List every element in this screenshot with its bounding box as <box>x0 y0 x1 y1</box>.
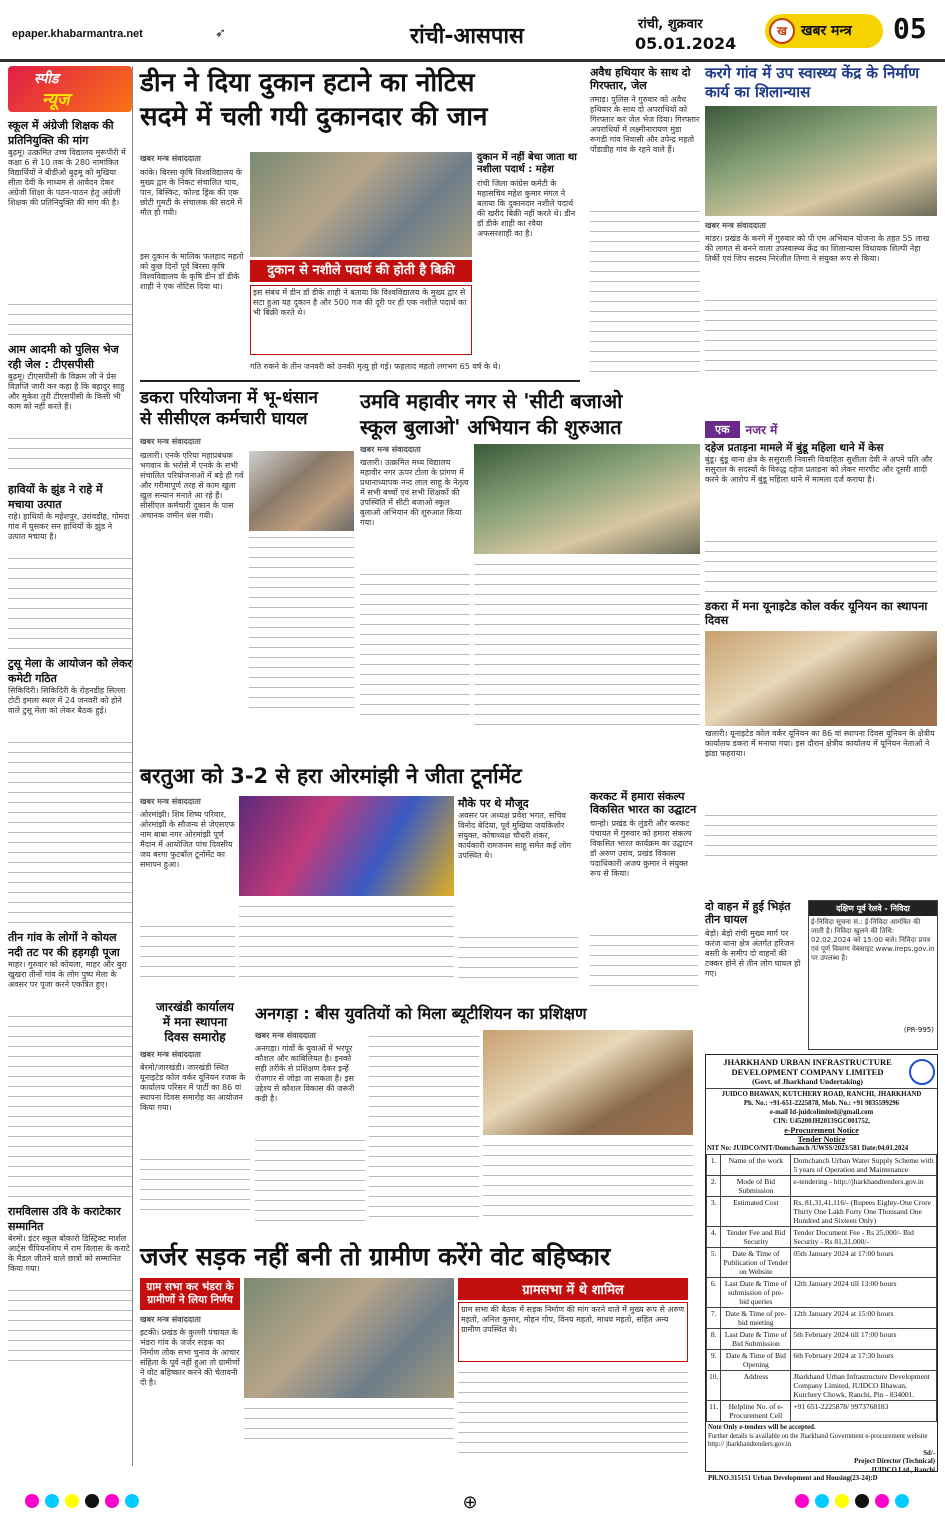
text-filler <box>369 1030 479 1220</box>
angara-story <box>255 1003 695 1238</box>
tender-row-value: 05th January 2024 at 17:00 hours <box>791 1248 937 1278</box>
whistle-text: खलारी। उत्क्रमित मध्य विद्यालय महावीर नगर ऊपर टोला के प्रांगण में प्रधानाध्यापक नन्द लाल साहू के नेतृत्व में सभी बच्चों एवं सभी शिक्षकों की उपस्थिति में सीटी बजाओ स्कूल बुलाओ अभियान की शुरुआत किया गया। <box>360 458 469 527</box>
tender-row-label: Date & Time of pre-bid meeting <box>721 1308 791 1329</box>
lead-text-col1 <box>140 153 245 383</box>
tender-row-label: Estimated Cost <box>721 1197 791 1227</box>
tender-row-number: 10. <box>707 1371 721 1401</box>
tender-email: e-mail Id-juidcolimited@gmail.com <box>769 1109 874 1116</box>
print-registration-marks <box>25 1492 915 1512</box>
header-city-day: रांची, शुक्रवार <box>638 17 703 32</box>
text-filler <box>458 931 578 981</box>
tender-row-number: 1. <box>707 1155 721 1176</box>
boycott-sidebar-title: ग्रामसभा में थे शामिल <box>458 1278 688 1300</box>
lead-sidebar <box>477 152 577 357</box>
nazar-item-text: खलारी। यूनाइटेड कोल वर्कर यूनियन का 86 वां स्थापना दिवस यूनियन के क्षेत्रीय कार्यालय डकरा में मनाया गया। इस दौरान क्षेत्रीय कार्यालय में यूनियन नेताओं ने झंडा फहराया। <box>705 729 935 758</box>
tender-notice-sub: Tender Notice <box>797 1135 846 1144</box>
pointer-icon: ➶ <box>215 26 226 41</box>
text-filler <box>590 929 698 989</box>
trophy-photo <box>239 796 454 896</box>
tender-cin: CIN: U45200JH2013SGC001752, <box>773 1118 870 1125</box>
health-headline: करगे गांव में उप स्वास्थ्य केंद्र के निर्माण कार्य का शिलान्यास <box>705 64 920 101</box>
speed-item-text: बुढ़मू। टीएसपीसी के विक्रम जी ने प्रेस विज्ञप्ति जारी कर कहा है कि बहादुर साहु और मुकेश तुरी टीएसपीसी के किसी भी काम को नहीं करते हैं। <box>8 372 125 411</box>
tender-note-2: Further details is available on the Jharkhand Government e-procurement website http:// jharkhandtenders.gov.in <box>708 1432 928 1448</box>
text-filler <box>474 558 700 728</box>
tender-row <box>707 1197 937 1227</box>
tender-row <box>707 1248 937 1278</box>
text-filler <box>705 535 937 595</box>
tender-company: JHARKHAND URBAN INFRASTRUCTURE DEVELOPMENT COMPANY LIMITED <box>723 1057 892 1077</box>
tender-notice-title: e-Procurement Notice <box>784 1126 859 1135</box>
text-filler <box>705 809 937 859</box>
dakra-headline-1: डकरा परियोजना में भू-धंसान <box>140 388 318 408</box>
tender-row-value: Jharkhand Urban Infrastructure Development Company Limited, JUIDCO Bhawan, Kutchery Chowk, Ranchi, Pin - 834001. <box>791 1371 937 1401</box>
tender-phone: Ph. No.: +91-651-2225878, Mob. No.: +91 9835599296 <box>743 1100 900 1107</box>
boycott-sub-headline: ग्राम सभा कर भंडरा के ग्रामीणों ने लिया निर्णय <box>140 1278 240 1310</box>
arms-story <box>590 66 700 376</box>
tender-row-label: Address <box>721 1371 791 1401</box>
football-sidebar-text: अवसर पर अध्यक्ष प्रवेश भगत, सचिव विनोद बेदिया, पूर्व मुखिया जयकिशोर संयुक्त, कोषाध्यक्ष चौधरी शंकर, कार्यकारी रामजनम साहू समेत कई लोग उपस्थित थे। <box>458 811 571 860</box>
tender-note-1: Note Only e-tenders will be accepted. <box>708 1424 816 1431</box>
tender-row-value: e-tendering - http://jharkhandtenders.gov.in <box>791 1176 937 1197</box>
railway-ad-text: ई-निविदा सूचना सं.: ई-निविदा आमंत्रित की जाती है। निविदा खुलने की तिथि: 02.02.2024 को 15:00 बजे। निविदा प्रपत्र एवं पूर्ण विवरण वेबसाइट www.ireps.gov.in पर उपलब्ध है। <box>811 918 935 962</box>
speed-news-badge <box>8 66 132 112</box>
tender-govt: (Govt. of Jharkhand Undertaking) <box>752 1077 863 1086</box>
speed-item <box>8 342 132 478</box>
tender-row-number: 2. <box>707 1176 721 1197</box>
text-filler <box>8 1010 132 1200</box>
boycott-byline: खबर मन्त्र संवाददाता <box>140 1315 201 1324</box>
beautician-training-photo <box>483 1030 693 1135</box>
speed-news-column <box>8 66 133 1466</box>
divider <box>140 380 580 382</box>
tender-row <box>707 1350 937 1371</box>
tender-row-label: Date & Time of Bid Opening <box>721 1350 791 1371</box>
tender-row-label: Tender Fee and Bid Security <box>721 1227 791 1248</box>
speed-badge-line2: न्यूज <box>42 90 70 110</box>
nazar-item-text: बेड़ो। बेड़ो रांची मुख्य मार्ग पर करंज थाना क्षेत्र अंतर्गत हरिजन बस्ती के समीप दो वाहनों की टक्कर होने से तीन लोग घायल हो गए। <box>705 929 801 978</box>
tender-row-value: +91 651-2225878/ 9973768183 <box>791 1401 937 1422</box>
page-number: 05 <box>893 12 927 45</box>
football-text: ओरमांझी। शिव शिष्य परिवार, ओरमांझी के सौजन्य से जेएसएफ नाम बाबा नगर ओरमांझी पूर्ण मैदान में आयोजित पांच दिवसीय जय बरगा फुटबॉल टूर्नामेंट का समापन हुआ। <box>140 810 235 869</box>
text-filler <box>239 900 454 980</box>
lead-text: कांके। बिरसा कृषि विश्वविद्यालय के मुख्य द्वार के निकट संचालित चाय, पान, बिस्किट, कोल्ड ड्रिंक की एक छोटी गुमटी के संचालक की सदमे में मौत हो गयी। <box>140 168 243 217</box>
nazar-item-text: बुंडू। बुंडू थाना क्षेत्र के ससुराली निवासी विवाहिता सुशीला देवी ने अपने पति और ससुराल के सदस्यों के विरुद्ध दहेज प्रताड़ना को लेकर मारपीट और दूसरी शादी करने के आरोप में बुंडू महिला थाने में मामला दर्ज कराया है। <box>705 455 933 484</box>
whistle-byline: खबर मन्त्र संवाददाता <box>360 445 421 454</box>
tender-row-number: 8. <box>707 1329 721 1350</box>
jharkhand-text: बेरमो/जारखंडी। जारखंडी स्थित यूनाइटेड कोल वर्कर यूनियन रजक के कार्यालय परिसर में पार्टी का 86 वां स्थापना दिवस समारोह का आयोजन किया गया। <box>140 1063 246 1112</box>
text-filler <box>255 1134 365 1224</box>
nazar-item-title: दहेज प्रताड़ना मामले में बुंडू महिला थाने में केस <box>705 442 884 454</box>
jharkhand-byline: खबर मन्त्र संवाददाता <box>140 1050 201 1059</box>
tender-row-value: 5th February 2024 till 17:00 hours <box>791 1329 937 1350</box>
lead-bottom-line: गति रुकने के तीन जनवरी को उनकी मृत्यु हो गई। फहलाद महतो लगभग 65 वर्ष के थे। <box>250 362 501 371</box>
karkat-story <box>590 790 698 1020</box>
tender-row <box>707 1308 937 1329</box>
foundation-photo <box>705 106 937 216</box>
speed-item-title: टुसू मेला के आयोजन को लेकर कमेटी गठित <box>8 657 132 685</box>
speed-item-text: बेरमो। इंटर स्कूल बोकारो डिस्ट्रिक्ट मार्शल आर्ट्स चैंपियनशिप में राम विलास के कराटे के मैडल जीतने वाले छात्रों को सम्मानित किया गया। <box>8 1234 130 1273</box>
tender-row <box>707 1227 937 1248</box>
speed-item <box>8 930 132 1200</box>
railway-tender-ad <box>808 900 938 1050</box>
villagers-photo <box>244 1278 454 1398</box>
tender-row-number: 3. <box>707 1197 721 1227</box>
tender-row-value: 12th January 2024 till 13:00 hours <box>791 1278 937 1308</box>
speed-item <box>8 118 132 338</box>
text-filler <box>458 1366 688 1456</box>
karkat-headline: करकट में हमारा संकल्प विकसित भारत का उद्घाटन <box>590 790 697 816</box>
tender-row-number: 6. <box>707 1278 721 1308</box>
injured-worker-photo <box>249 451 354 531</box>
tender-address: JUIDCO BHAWAN, KUTCHERY ROAD, RANCHI, JHARKHAND <box>721 1091 922 1098</box>
speed-item <box>8 1204 132 1364</box>
tender-row-value: 6th February 2024 at 17:30 hours <box>791 1350 937 1371</box>
text-filler <box>8 736 132 926</box>
juidco-logo-icon <box>909 1059 935 1085</box>
tender-row <box>707 1371 937 1401</box>
brand-logo-icon: ख <box>769 18 795 44</box>
speed-item-title: हावियों के झुंड ने राहे में मचाया उत्पात <box>8 483 103 511</box>
text-filler <box>360 568 470 718</box>
tender-row-value: Rs. 81,31,41,116/- (Rupees Eighty-One Crore Thirty One Lakh Forty One Thousand One Hundred and Sixteen Only) <box>791 1197 937 1227</box>
angara-headline: अनगड़ा : बीस युवतियों को मिला ब्यूटीशियन का प्रशिक्षण <box>255 1004 587 1023</box>
speed-item <box>8 482 132 652</box>
tender-row-value: 12th January 2024 at 15:00 hours <box>791 1308 937 1329</box>
railway-ad-title: दक्षिण पूर्व रेलवे - निविदा <box>809 901 937 916</box>
dakra-headline-2: से सीसीएल कर्मचारी घायल <box>140 409 308 429</box>
lead-headline-line1: डीन ने दिया दुकान हटाने का नोटिस <box>140 68 475 98</box>
speed-item-text: राहे। हाथियों के महेशपुर, उरांवडीह, गोमदा गांव में घुसकर सन हाथियों के झुंड ने उत्पात मचाया है। <box>8 512 130 541</box>
lead-photo-note: इस संबंध में डीन डॉ डीके शाही ने बताया कि विश्वविद्यालय के मुख्य द्वार से सटा हुआ यह दुकान है और 500 गज की दूरी पर ही एक नशीले पदार्थ का भी बिक्री करते थे। <box>250 285 472 355</box>
ek-nazar-header <box>705 420 937 438</box>
football-headline: बरतुआ को 3-2 से हरा ओरमांझी ने जीता टूर्नामेंट <box>140 764 522 788</box>
health-byline: खबर मन्त्र संवाददाता <box>705 221 766 230</box>
speed-item-text: बुढ़मू। उत्क्रमित उच्च विद्यालय मुरूपीरी में कक्षा 6 से 10 तक के 280 नामांकित विद्यार्थियों ने बीडीओ बुढ़मू को मुखिया सीता देवी के माध्यम से आवेदन देकर अंग्रेजी शिक्षा के पठन-पाठन हेतु अंग्रेजी शिक्षक की प्रतिनियुक्ति की मांग की है। <box>8 148 126 207</box>
dakra-byline: खबर मन्त्र संवाददाता <box>140 437 201 446</box>
ek-nazar-section <box>705 420 937 890</box>
jharkhand-story <box>140 1000 250 1240</box>
speed-item-text: सिकिदिरी। सिकिदिरी के रोहनडीह सिल्ला टोटी इमला स्थल में 24 जनवरी को होने वाले टुसू मेला को लेकर बैठक हुई। <box>8 686 126 715</box>
tender-row-label: Mode of Bid Submission <box>721 1176 791 1197</box>
angara-byline: खबर मन्त्र संवाददाता <box>255 1031 316 1040</box>
tender-row-label: Last Date & Time of submission of pre-bid queries <box>721 1278 791 1308</box>
speed-item-text: माहर। गुरुवार को कोयला, माहर और बुरा खुखरा तीनों गांव के लोग पुष्प मेला के अवसर पर पूजा करने एकत्रित हुए। <box>8 960 127 989</box>
tender-row-number: 9. <box>707 1350 721 1371</box>
header-date: 05.01.2024 <box>635 34 737 53</box>
tender-row-value: Domchanch Urban Water Supply Scheme with 5 years of Operation and Maintenance <box>791 1155 937 1176</box>
text-filler <box>8 552 132 652</box>
jharkhand-headline-3: दिवस समारोह <box>164 1030 226 1044</box>
lead-photo-caption: दुकान से नशीले पदार्थ की होती है बिक्री <box>250 260 472 282</box>
tender-row <box>707 1176 937 1197</box>
tender-sign-1: Sd/- <box>923 1449 935 1457</box>
tender-row-number: 4. <box>707 1227 721 1248</box>
brand-name: खबर मन्त्र <box>801 23 852 39</box>
brand-badge <box>765 14 883 48</box>
tender-row-label: Last Date & Time of Bid Submission <box>721 1329 791 1350</box>
lead-sidebar-text: रांची जिला कांग्रेस कमेटी के महासचिव महेश कुमार मंगल ने बताया कि दुकानदार नशीले पदार्थ की खरीद बिक्री नहीं करते थे। डीन डॉ डीके शाही का रवैया अफसरशाही का है। <box>477 179 576 238</box>
football-byline: खबर मन्त्र संवाददाता <box>140 797 201 806</box>
tender-pr-number: PR.NO.315151 Urban Development and Housing(23-24):D <box>708 1475 878 1482</box>
text-filler <box>140 1153 250 1213</box>
tender-row-number: 5. <box>707 1248 721 1278</box>
speed-badge-line1: स्पीड <box>34 71 59 87</box>
tender-sign-2: Project Director (Technical) <box>854 1458 935 1465</box>
text-filler <box>483 1139 693 1219</box>
angara-text: अनगड़ा। गांवों के युवाओं में भरपूर कौशल और काबिलियत है। इनको सही तरीके से प्रशिक्षण देकर इन्हें रोजगार से जोड़ा जा सकता है। इस उद्देश्य से कौशल विकास की जरूरी कड़ी है। <box>255 1044 355 1103</box>
boycott-text: इटकी। प्रखंड के कुल्ली पंचायत के भंडरा गांव के जर्जर सड़क का निर्माण लोक सभा चुनाव के आचार संहिता के पूर्व नहीं हुआ तो ग्रामीणों ने वोट बहिष्कार करने की चेतावनी दी है। <box>140 1328 240 1387</box>
tender-sign-3: JUIDCO Ltd., Ranchi <box>870 1466 935 1474</box>
section-title: रांची-आसपास <box>410 24 524 49</box>
crosshair-icon: ⊕ <box>462 1491 478 1513</box>
lead-byline: खबर मन्त्र संवाददाता <box>140 154 201 163</box>
lead-headline-line2: सदमे में चली गयी दुकानदार की जान <box>140 102 488 132</box>
text-filler <box>140 920 235 980</box>
union-photo <box>705 631 937 726</box>
text-filler <box>8 1284 132 1364</box>
tender-row-number: 7. <box>707 1308 721 1329</box>
ek-nazar-label-right: नजर में <box>745 422 778 437</box>
site-url[interactable]: epaper.khabarmantra.net <box>12 28 143 40</box>
text-filler <box>8 432 132 478</box>
nazar-item-title: डकरा में मना यूनाइटेड कोल वर्कर यूनियन का स्थापना दिवस <box>705 599 928 627</box>
speed-item-title: तीन गांव के लोगों ने कोयल नदी तट पर की हड़गड़ी पूजा <box>8 931 120 959</box>
tender-nit: NIT No: JUIDCO/NIT/Domchanch /UWSS/2023/581 Date:04.01.2024 <box>707 1145 909 1152</box>
boycott-sidebar-text: ग्राम सभा की बैठक में सड़क निर्माण की मांग करने वाले में मुख्य रूप से अरुण महतो, अनिल कुमार, मोहन गोप, विनय महतो, माधव महतो, सहित अन्य ग्रामीण उपस्थित थे। <box>458 1302 688 1362</box>
railway-ad-footer: (PR-995) <box>903 1026 934 1034</box>
tender-row-label: Helpline No. of e-Procurement Cell <box>721 1401 791 1422</box>
tender-row-number: 11. <box>707 1401 721 1422</box>
boycott-headline: जर्जर सड़क नहीं बनी तो ग्रामीण करेंगे वोट बहिष्कार <box>140 1242 611 1271</box>
tender-row <box>707 1401 937 1422</box>
dakra-text: खलारी। एनके एरिया महाप्रबंधक भगवान के भरोसे में एनके के सभी संचालित परियोजनाओं में बड़े ही गर्व और गरीमापूर्ण तरह से काम खुला खुल सन्यान मनाते आ रहे हैं। सीसीएल कर्मचारी दुकान के पास अचानक जमीन धंस गयी। <box>140 451 244 520</box>
text-filler <box>590 205 700 375</box>
tender-row <box>707 1278 937 1308</box>
boycott-story <box>140 1240 695 1465</box>
juidco-tender-notice <box>705 1054 938 1482</box>
text-filler <box>244 1402 454 1442</box>
football-sidebar-title: मौके पर थे मौजूद <box>458 797 529 810</box>
page-header <box>0 0 945 62</box>
lead-sidebar-title: दुकान में नहीं बेचा जाता था नशीला पदार्थ : महेश <box>477 152 577 175</box>
arms-text: तमाड़। पुलिस ने गुरुवार को अवैध हथियार के साथ दो अपराधियों को गिरफ्तार कर जेल भेज दिया। गिरफ्तार अपराधियों में लक्ष्मीनारायण मुंडा रूगडी गांव निवासी और उपेन्द्र महतो पोंडाडीह गांव के रहने वाले हैं। <box>590 95 700 154</box>
tender-row <box>707 1155 937 1176</box>
shop-photo <box>250 152 472 257</box>
nazar-item-title: दो वाहन में हुई भिड़ंत तीन घायल <box>705 900 791 926</box>
speed-item <box>8 656 132 926</box>
school-children-photo <box>474 444 700 554</box>
jharkhand-headline-2: में मना स्थापना <box>162 1015 228 1029</box>
karkat-text: चान्हो। प्रखंड के लुंडरी और करकट पंचायत में गुरुवार को हमारा संकल्प विकसित भारत कार्यक्रम का उद्घाटन डॉ अरुण उरांव, प्रखंड विकास पदाधिकारी अजय कुमार ने संयुक्त रूप से किया। <box>590 819 693 878</box>
tender-row-label: Date & Time of Publication of Tender on Website <box>721 1248 791 1278</box>
tender-row-value: Tender Document Fee - Rs 25,000/- Bid Security - Rs 81,31,000/- <box>791 1227 937 1248</box>
text-filler <box>249 531 354 711</box>
tender-row-label: Name of the work <box>721 1155 791 1176</box>
lead-headline <box>140 66 580 150</box>
speed-item-title: रामविलास उवि के कराटेकार सम्मानित <box>8 1205 121 1233</box>
speed-item-title: स्कूल में अंग्रेजी शिक्षक की प्रतिनियुक्ति की मांग <box>8 119 114 147</box>
health-story <box>705 64 937 384</box>
lead-text: इस दुकान के मालिक फलहाद महतो को कुछ दिनों पूर्व बिरसा कृषि विश्वविद्यालय के कृषि डीन डॉ डीके शाही ने एक नोटिस दिया था। <box>140 252 244 291</box>
accident-story <box>705 900 805 1050</box>
whistle-headline-1: उमवि महावीर नगर से 'सीटी बजाओ <box>360 389 623 413</box>
arms-title: अवैध हथियार के साथ दो गिरफ्तार, जेल <box>590 66 691 92</box>
jharkhand-headline-1: जारखंडी कार्यालय <box>156 1000 234 1014</box>
tender-table <box>706 1154 937 1422</box>
whistle-story <box>360 388 700 758</box>
tender-row <box>707 1329 937 1350</box>
text-filler <box>8 298 132 338</box>
text-filler <box>705 294 937 379</box>
whistle-headline-2: स्कूल बुलाओ' अभियान की शुरुआत <box>360 415 622 439</box>
dakra-story <box>140 388 355 758</box>
ek-nazar-label-left: एक <box>705 421 740 438</box>
health-text: मांडर। प्रखंड के करगे में गुरुवार को पी एम अभियान योजना के तहत 55 लाख की लागत से बनने वाला उपस्वास्थ्य केंद्र का शिलान्यास विधायक शिल्पी नेहा तिर्की एवं जिप सदस्य निरंजीत तिग्गा ने संयुक्त रूप से किया। <box>705 234 930 263</box>
speed-item-title: आम आदमी को पुलिस भेज रही जेल : टीएसपीसी <box>8 343 119 371</box>
